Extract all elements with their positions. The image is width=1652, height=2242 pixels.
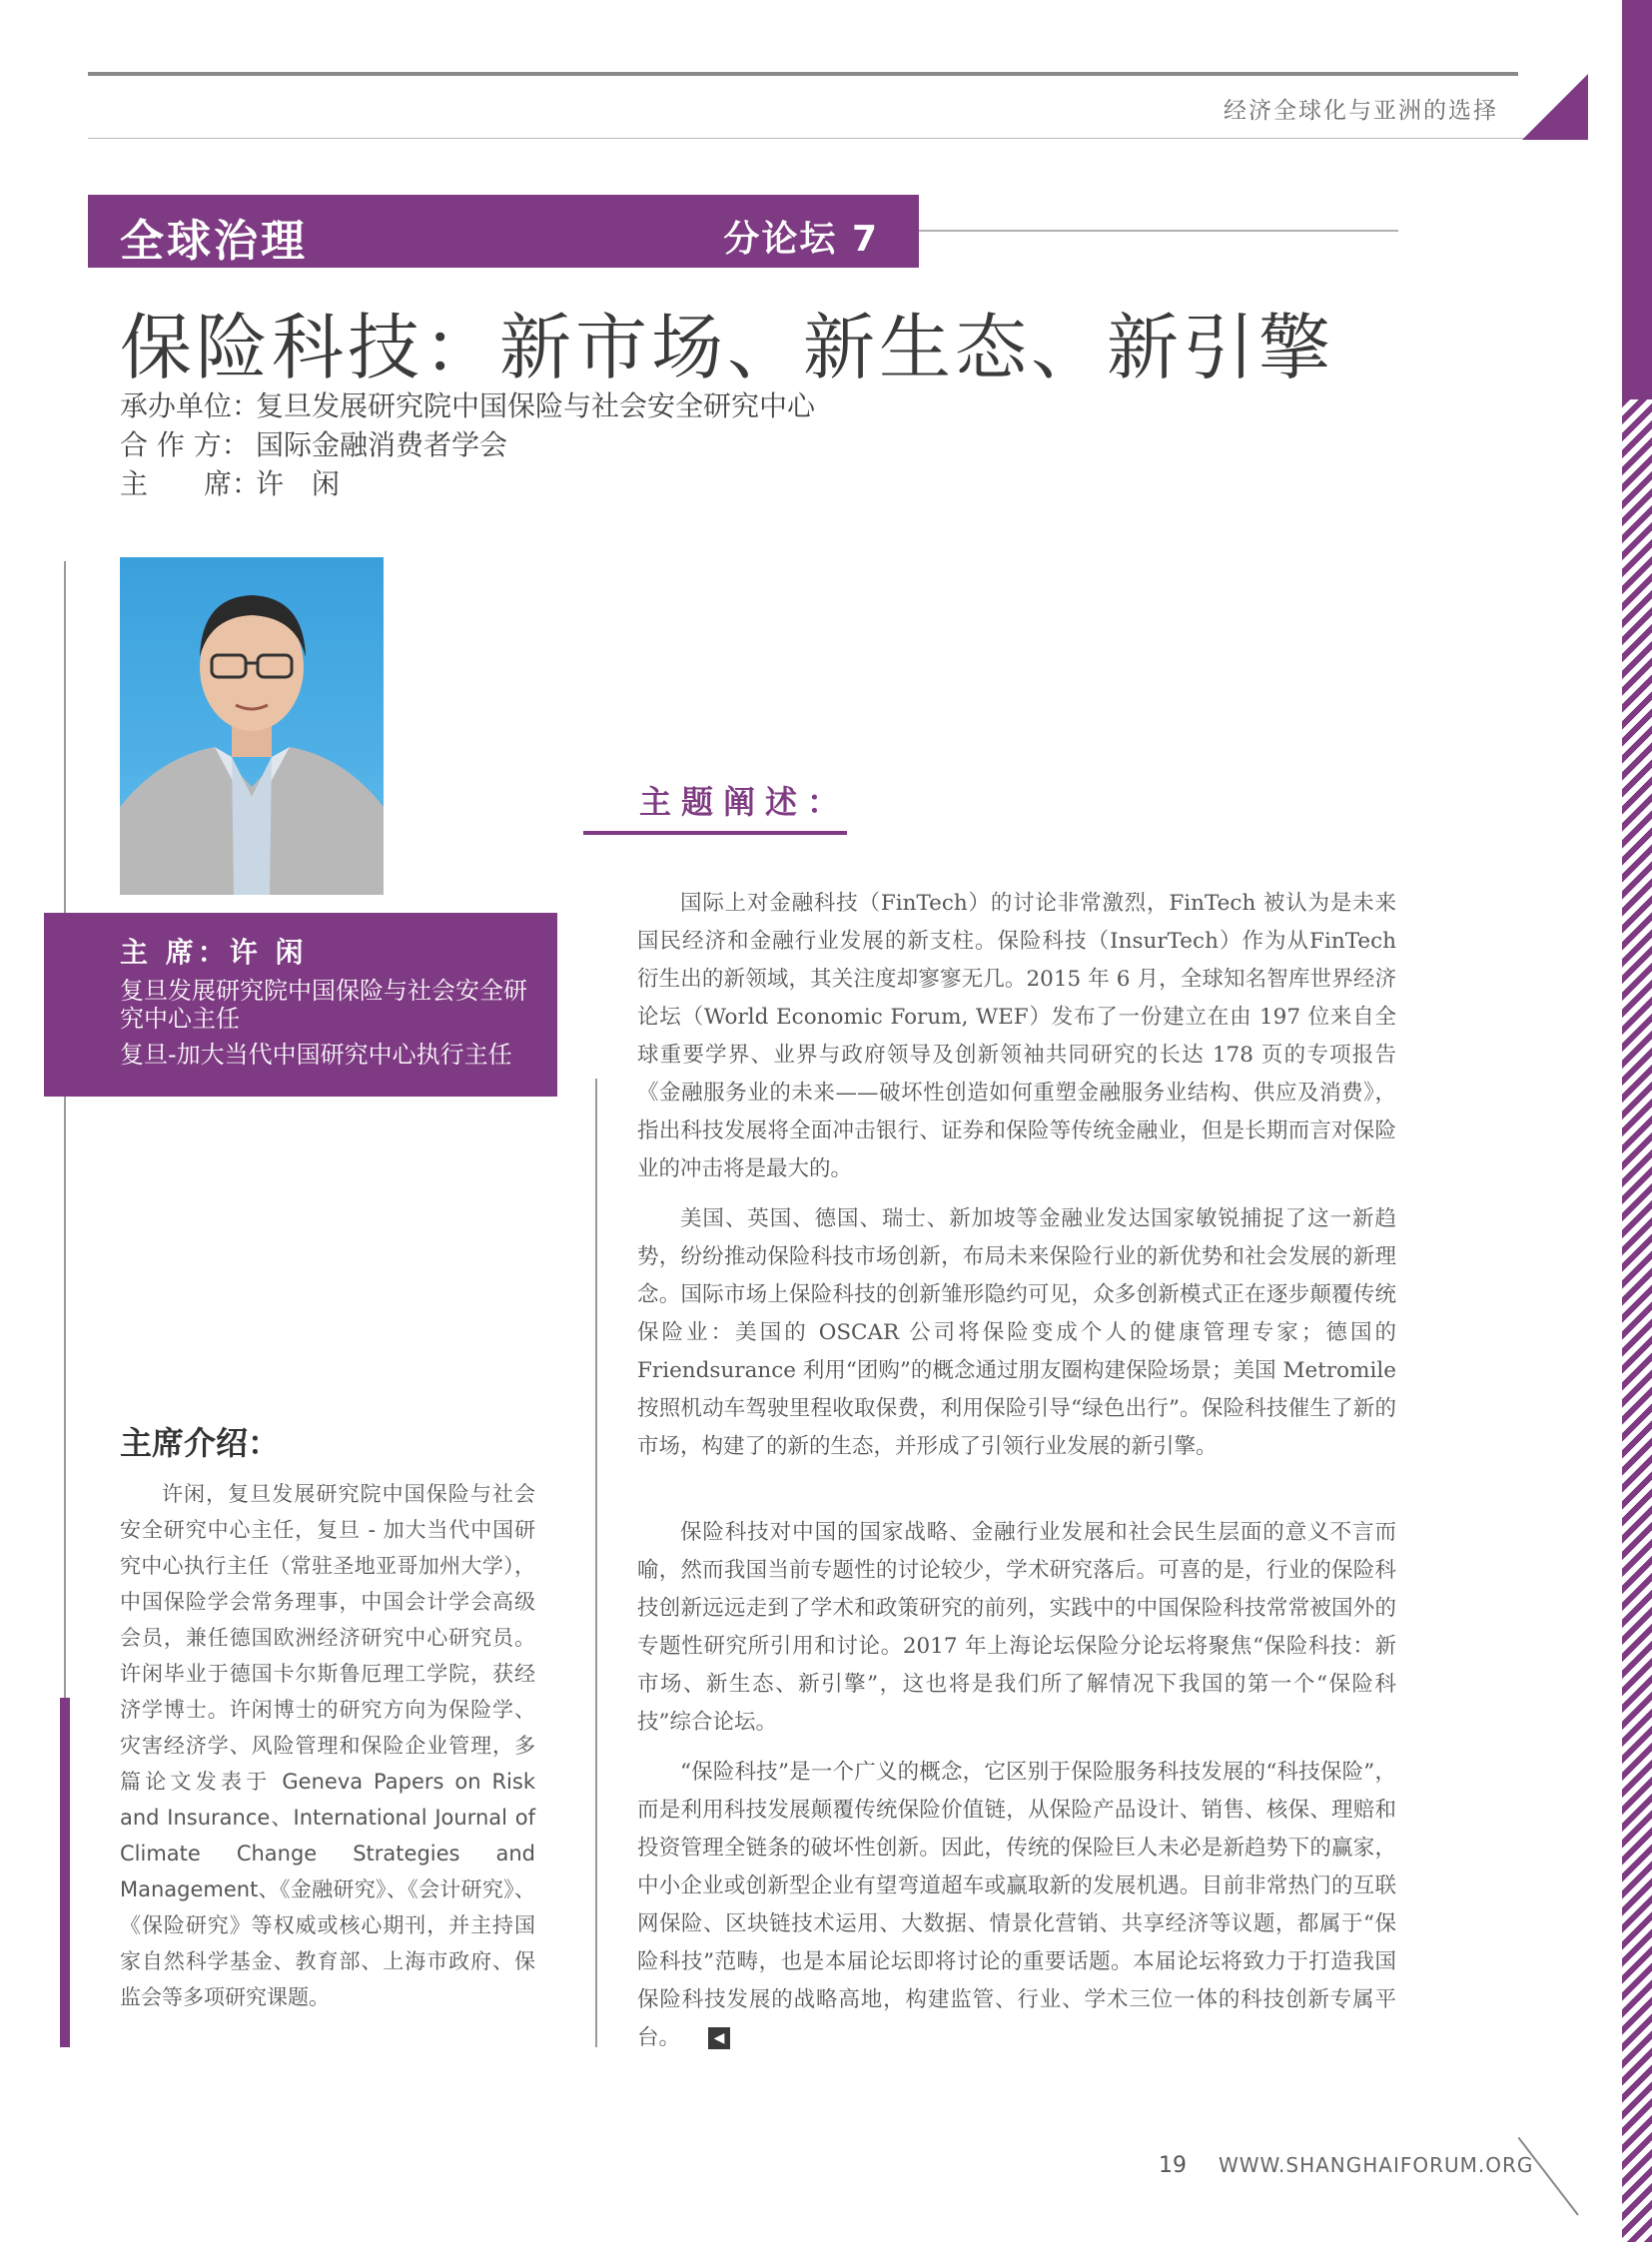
side-band-stripes [1622,399,1652,2242]
meta-chair-label: 主 席： [120,467,261,500]
meta-host [120,384,815,424]
meta-partner [120,423,507,463]
meta-host-label: 承办单位： [120,389,261,422]
body-paragraph-1: 国际上对金融科技（FinTech）的讨论非常激烈，FinTech 被认为是未来国民经济和金融行业发展的新支柱。保险科技（InsurTech）作为从FinTech 衍生出的新领域，其关注度却寥寥无几。2015 年 6 月，全球知名智库世界经济论坛（World Economic Forum, WEF）发布了一份建立在由 197 位来自全球重要学界、业界与政府领导及创新领袖共同研究的长达 178 页的专项报告《金融服务业的未来——破坏性创造如何重塑金融服务业结构、供应及消费》，指出科技发展将全面冲击银行、证券和保险等传统金融业，但是长期而言对保险业的冲击将是最大的。 [637,891,1396,1181]
page-title: 保险科技：新市场、新生态、新引擎 [120,306,1335,389]
middle-column-rule [595,1079,597,2047]
footer-slash-decoration [1518,2137,1588,2217]
body-paragraph-2: 美国、英国、德国、瑞士、新加坡等金融业发达国家敏锐捕捉了这一新趋势，纷纷推动保险科技市场创新，布局未来保险行业的新优势和社会发展的新理念。国际市场上保险科技的创新雏形隐约可见，众多创新模式正在逐步颠覆传统保险业：美国的 OSCAR 公司将保险变成个人的健康管理专家；德国的 Friendsurance 利用“团购”的概念通过朋友圈构建保险场景；美国 Metromile 按照机动车驾驶里程收取保费，利用保险引导“绿色出行”。保险科技催生了新的市场，构建了的新的生态，并形成了引领行业发展的新引擎。 [637,1206,1396,1459]
section-heading-rule [583,831,847,835]
header-top-rule [88,72,1518,76]
chair-card-title-1: 复旦发展研究院中国保险与社会安全研究中心主任 [120,977,527,1033]
running-header-title: 经济全球化与亚洲的选择 [1224,98,1498,124]
corner-triangle-decoration [1522,74,1588,140]
chair-portrait-photo [120,557,384,895]
body-paragraph-4: “保险科技”是一个广义的概念，它区别于保险服务科技发展的“科技保险”，而是利用科技发展颠覆传统保险价值链，从保险产品设计、销售、核保、理赔和投资管理全链条的破坏性创新。因此，传统的保险巨人未必是新趋势下的赢家，中小企业或创新型企业有望弯道超车或赢取新的发展机遇。目前非常热门的互联网保险、区块链技术运用、大数据、情景化营销、共享经济等议题，都属于“保险科技”范畴，也是本届论坛即将讨论的重要话题。本届论坛将致力于打造我国保险科技发展的战略高地，构建监管、行业、学术三位一体的科技创新专属平台。 [637,1760,1396,2050]
section-heading: 主题阐述： [639,783,850,821]
meta-chair [120,462,340,502]
meta-partner-value: 国际金融消费者学会 [256,428,508,461]
end-of-article-icon: ◀ [708,2027,730,2049]
category-label: 全球治理 [120,216,308,267]
decorative-side-band [1622,0,1652,2242]
chair-card-name: 主 席：许 闲 [120,936,308,969]
footer-website-link[interactable]: WWW.SHANGHAIFORUM.ORG [1219,2153,1534,2177]
meta-host-value: 复旦发展研究院中国保险与社会安全研究中心 [256,389,816,422]
body-paragraph-4-wrap [637,1754,1396,2057]
category-bar [88,195,919,268]
bio-text: 许闲，复旦发展研究院中国保险与社会安全研究中心主任，复旦 - 加大当代中国研究中心执行主任（常驻圣地亚哥加州大学），中国保险学会常务理事，中国会计学会高级会员，兼任德国欧洲经济研究中心研究员。许闲毕业于德国卡尔斯鲁厄理工学院，获经济学博士。许闲博士的研究方向为保险学、灾害经济学、风险管理和保险企业管理，多篇论文发表于 Geneva Papers on Risk and Insurance、International Journal of Climate Change Strategies and Management、《金融研究》、《会计研究》、《保险研究》等权威或核心期刊，并主持国家自然科学基金、教育部、上海市政府、保监会等多项研究课题。 [120,1482,535,2009]
chair-card-title-2: 复旦-加大当代中国研究中心执行主任 [120,1041,512,1069]
category-rule [919,230,1398,232]
chair-info-card [44,913,557,1097]
bio-heading: 主席介绍： [120,1424,281,1462]
forum-number-label: 分论坛 7 [723,219,879,260]
body-paragraph-3: 保险科技对中国的国家战略、金融行业发展和社会民生层面的意义不言而喻，然而我国当前专题性的讨论较少，学术研究落后。可喜的是，行业的保险科技创新远远走到了学术和政策研究的前列，实践中的中国保险科技常常被国外的专题性研究所引用和讨论。2017 年上海论坛保险分论坛将聚焦“保险科技：新市场、新生态、新引擎”，这也将是我们所了解情况下我国的第一个“保险科技”综合论坛。 [637,1520,1396,1735]
left-column-accent-bar [60,1698,70,2047]
header-bottom-rule [88,138,1526,139]
side-band-solid [1622,0,1652,399]
meta-partner-label: 合 作 方： [120,428,250,461]
meta-chair-value: 许 闲 [256,467,341,500]
portrait-illustration [120,557,384,895]
page-number: 19 [1159,2153,1187,2178]
